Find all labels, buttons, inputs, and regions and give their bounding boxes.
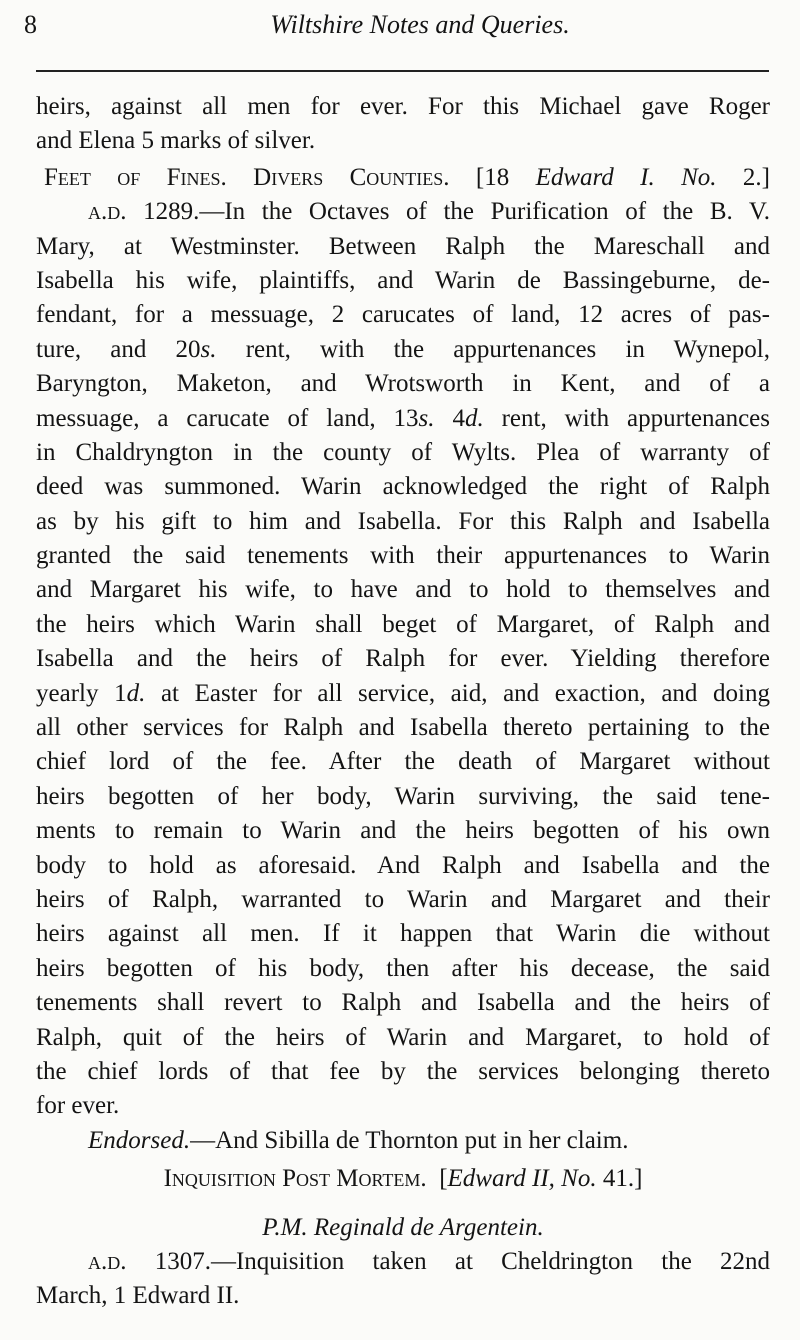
text-segment: rent, with the appurtenances in Wynepol, xyxy=(216,335,770,363)
text-line xyxy=(36,1021,770,1055)
italic-text: Endorsed. xyxy=(88,1126,191,1154)
italic-text: d. xyxy=(464,404,484,432)
text-line xyxy=(36,952,770,986)
text-segment: yearly 1 xyxy=(36,679,127,707)
text-line xyxy=(36,1162,770,1196)
text-line xyxy=(36,608,770,642)
text-line xyxy=(36,677,770,711)
text-segment: chief lord of the fee. After the death of Margaret without xyxy=(36,748,770,776)
italic-text: Edward I. No. xyxy=(535,163,717,191)
italic-text: s. xyxy=(418,404,435,432)
text-segment: 4 xyxy=(434,404,465,432)
text-segment: in Chaldryngton in the county of Wylts. Plea of warranty of xyxy=(36,438,770,466)
italic-text: Edward II, xyxy=(447,1165,555,1193)
text-segment: heirs begotten of his body, then after his decease, the said xyxy=(36,954,770,982)
italic-text: s. xyxy=(200,335,217,363)
small-caps-text: a.d. xyxy=(88,198,127,226)
text-segment: granted the said tenements with their appurtenances to Warin xyxy=(36,542,770,570)
text-line xyxy=(36,1279,770,1313)
text-segment: fendant, for a messuage, 2 carucates of land, 12 acres of pas- xyxy=(36,301,770,329)
text-line xyxy=(36,814,770,848)
text-segment: heirs of Ralph, warranted to Warin and Margaret and their xyxy=(36,885,770,913)
text-segment: heirs, against all men for ever. For this Michael gave Roger xyxy=(36,93,770,120)
text-segment: body to hold as aforesaid. And Ralph and Isabella and the xyxy=(36,851,770,879)
text-segment: as by his gift to him and Isabella. For this Ralph and Isabella xyxy=(36,507,770,535)
text-segment: [18 xyxy=(449,163,536,191)
header-rule xyxy=(36,70,769,72)
text-line xyxy=(36,745,770,779)
text-line xyxy=(36,367,770,401)
text-line xyxy=(36,1089,770,1123)
small-caps-text: Inquisition Post Mortem. xyxy=(163,1165,427,1193)
text-segment: Baryngton, Maketon, and Wrotsworth in Kent, and of a xyxy=(36,370,770,398)
text-segment: 1289.—In the Octaves of the Purification of the B. V. xyxy=(126,198,770,226)
text-line xyxy=(36,505,770,539)
text-segment: 2.] xyxy=(716,163,770,191)
text-segment: ments to remain to Warin and the heirs begotten of his own xyxy=(36,817,770,845)
text-line xyxy=(36,436,770,470)
text-line xyxy=(36,402,770,436)
text-line xyxy=(36,642,770,676)
italic-text: P.M. Reginald de Argentein. xyxy=(262,1213,544,1241)
text-line xyxy=(36,195,770,229)
page-number: 8 xyxy=(24,10,37,39)
text-line xyxy=(36,1211,770,1245)
text-line xyxy=(36,333,770,367)
text-segment: ture, and 20 xyxy=(36,335,201,363)
text-segment: messuage, a carucate of land, 13 xyxy=(36,404,419,432)
small-caps-text: a.d. xyxy=(88,1247,127,1275)
text-segment: —And Sibilla de Thornton put in her claim. xyxy=(190,1126,629,1154)
text-segment: heirs begotten of her body, Warin surviving, the said tene- xyxy=(36,782,770,810)
text-segment: the heirs which Warin shall beget of Margaret, of Ralph and xyxy=(36,610,770,638)
text-line xyxy=(36,90,770,124)
text-segment: heirs against all men. If it happen that Warin die without xyxy=(36,920,770,948)
text-line xyxy=(36,573,770,607)
text-line xyxy=(36,264,770,298)
text-segment: 1307.—Inquisition taken at Cheldrington the 22nd xyxy=(126,1247,770,1275)
text-line xyxy=(36,230,770,264)
text-line xyxy=(36,161,770,195)
text-line xyxy=(36,917,770,951)
text-segment: Isabella his wife, plaintiffs, and Warin de Bassingeburne, de- xyxy=(36,266,770,294)
text-segment: deed was summoned. Warin acknowledged the right of Ralph xyxy=(36,473,770,501)
text-segment: tenements shall revert to Ralph and Isabella and the heirs of xyxy=(36,989,770,1017)
text-segment: the chief lords of that fee by the services belonging thereto xyxy=(36,1057,770,1085)
text-line xyxy=(36,1055,770,1089)
text-line xyxy=(36,780,770,814)
text-segment: 41.] xyxy=(596,1165,643,1193)
text-line xyxy=(36,883,770,917)
text-segment: [ xyxy=(426,1165,448,1193)
text-line xyxy=(36,711,770,745)
page-body xyxy=(36,90,770,1314)
text-segment: all other services for Ralph and Isabella thereto pertaining to the xyxy=(36,714,770,742)
text-segment: and Margaret his wife, to have and to hold to themselves and xyxy=(36,576,770,604)
text-segment: Ralph, quit of the heirs of Warin and Margaret, to hold of xyxy=(36,1023,770,1051)
small-caps-text: Feet of Fines. Divers Counties. xyxy=(44,163,450,191)
text-line xyxy=(36,849,770,883)
text-line xyxy=(36,124,770,158)
text-line xyxy=(36,1245,770,1279)
running-title: Wiltshire Notes and Queries. xyxy=(270,10,570,39)
italic-text: No. xyxy=(561,1165,597,1193)
text-segment: and Elena 5 marks of silver. xyxy=(36,127,316,155)
text-segment: at Easter for all service, aid, and exaction, and doing xyxy=(145,679,770,707)
text-segment: Mary, at Westminster. Between Ralph the Mareschall and xyxy=(36,232,770,260)
text-segment: for ever. xyxy=(36,1092,120,1120)
text-line xyxy=(36,539,770,573)
text-line xyxy=(36,470,770,504)
italic-text: d. xyxy=(126,679,146,707)
text-line xyxy=(36,1124,770,1158)
text-segment: March, 1 Edward II. xyxy=(36,1282,240,1310)
text-line xyxy=(36,986,770,1020)
text-line xyxy=(36,298,770,332)
text-segment: rent, with appurtenances xyxy=(483,404,770,432)
text-segment: Isabella and the heirs of Ralph for ever. Yielding therefore xyxy=(36,645,770,673)
